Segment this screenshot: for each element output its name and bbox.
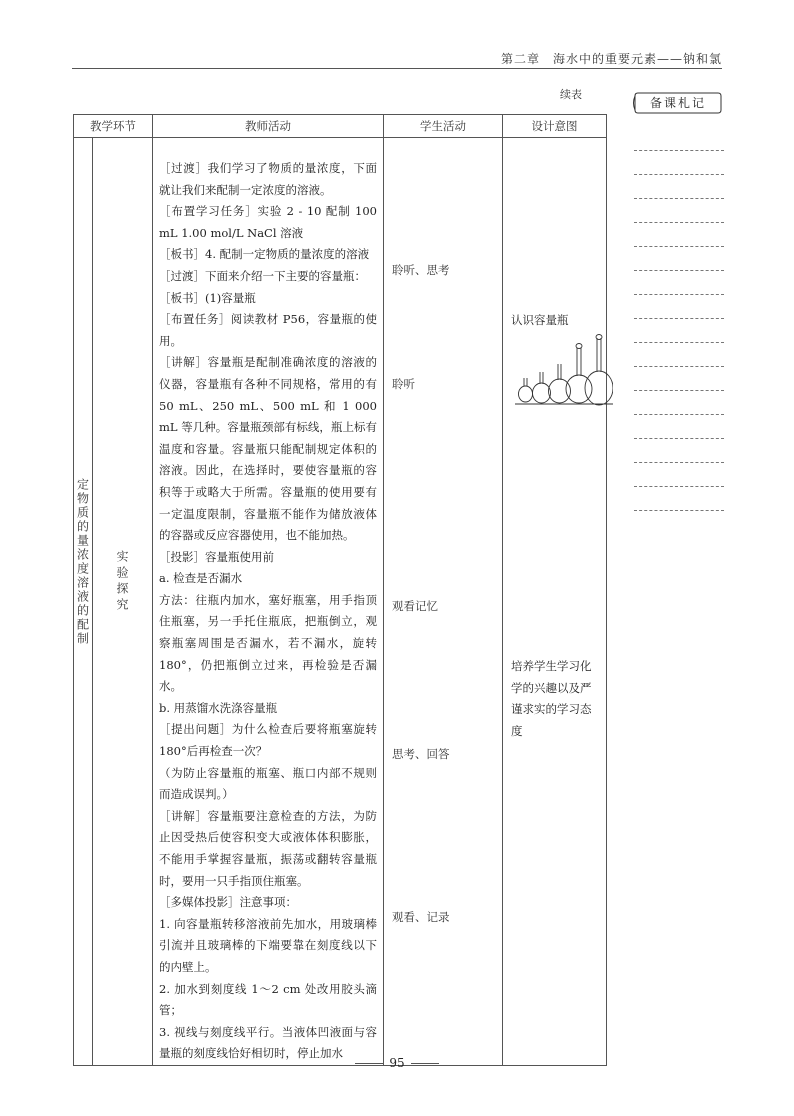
sub-stage-cell [93,138,153,1066]
page-number-text: 95 [389,1056,405,1070]
notes-line [634,486,724,487]
notes-banner [632,90,724,116]
column-header-design: 设计意图 [503,115,607,138]
column-header-stage: 教学环节 [74,115,153,138]
teacher-paragraph: 1. 向容量瓶转移溶液前先加水，用玻璃棒引流并且玻璃棒的下端要靠在刻度线以下的内壁上。 [159,916,377,974]
stage-cell [74,138,93,1066]
notes-line [634,174,724,175]
teacher-paragraph: b. 用蒸馏水洗涤容量瓶 [159,700,278,715]
teacher-paragraph: ［板书］(1)容量瓶 [159,290,256,305]
teacher-paragraph: 2. 加水到刻度线 1～2 cm 处改用胶头滴管； [159,981,377,1018]
notes-line [634,414,724,415]
column-header-teacher: 教师活动 [153,115,384,138]
student-activity: 聆听、思考 [392,263,450,277]
teacher-paragraph: ［多媒体投影］注意事项： [159,895,297,910]
notes-line [634,390,724,391]
sub-stage-label: 实验探究 [115,550,129,614]
notes-line [634,150,724,151]
column-header-student: 学生活动 [384,115,503,138]
header-rule [72,68,722,69]
teacher-paragraph: ［布置任务］阅读教材 P56，容量瓶的使用。 [159,312,377,348]
teacher-paragraph: ［板书］4. 配制一定物质的量浓度的溶液 [159,247,370,262]
student-activity: 聆听 [392,377,415,391]
teacher-paragraph: 方法：往瓶内加水，塞好瓶塞，用手指顶住瓶塞，另一手托住瓶底，把瓶倒立，观察瓶塞周围是否漏水，若不漏水，旋转 180°，仍把瓶倒立过来，再检验是否漏水。 [159,592,377,694]
teacher-activity-cell [153,138,384,1066]
notes-banner-text: 备课札记 [649,96,707,110]
notes-line [634,462,724,463]
student-activity: 思考、回答 [392,747,450,761]
volumetric-flasks-icon [513,334,613,409]
teacher-paragraph: ［讲解］容量瓶要注意检查的方法，为防止因受热后使容积变大或液体体积膨胀，不能用手掌握容量瓶，振荡或翻转容量瓶时，要用一只手指顶住瓶塞。 [159,808,377,888]
notes-line [634,342,724,343]
notes-line [634,318,724,319]
stage-label: 定物质的量浓度溶液的配制 [75,478,90,646]
teacher-paragraph: ［提出问题］为什么检查后要将瓶塞旋转 180°后再检查一次？ [159,722,377,759]
continued-label: 续表 [560,88,582,101]
teacher-paragraph: a. 检查是否漏水 [159,571,243,586]
notes-line [634,438,724,439]
teacher-paragraph: ［过渡］下面来介绍一下主要的容量瓶： [159,268,366,283]
teacher-paragraph: ［讲解］容量瓶是配制准确浓度的溶液的仪器，容量瓶有各种不同规格，常用的有 50 mL、250 mL、500 mL 和 1 000 mL 等几种。容量瓶颈部有标线，瓶上标有温度和容量。容量瓶只能配制规定体积的溶液。因此，在选择时，要使容量瓶的容积等于或略大于所需。容量瓶的使用要有一定温度限制，容量瓶不能作为储放液体的容器或反应容器使用，也不能加热。 [159,355,377,543]
flask-label: 认识容量瓶 [511,313,569,327]
teacher-paragraph: ［投影］容量瓶使用前 [159,549,274,564]
teacher-paragraph: ［过渡］我们学习了物质的量浓度，下面就让我们来配制一定浓度的溶液。 [159,161,377,197]
teacher-paragraph: ［布置学习任务］实验 2 - 10 配制 100 mL 1.00 mol/L NaCl 溶液 [159,204,377,240]
teacher-paragraph: 3. 视线与刻度线平行。当液体凹液面与容量瓶的刻度线恰好相切时，停止加水 [159,1024,377,1061]
notes-line [634,366,724,367]
page-number-rule [355,1063,383,1064]
page-number-rule [411,1063,439,1064]
notes-line [634,270,724,271]
student-activity: 观看、记录 [392,910,450,924]
notes-banner-icon [632,90,724,116]
student-activity-cell [384,138,503,1066]
notes-line [634,246,724,247]
running-header: 第二章 海水中的重要元素——钠和氯 [500,52,722,66]
notes-line [634,294,724,295]
student-activity: 观看记忆 [392,599,438,613]
teacher-paragraph: （为防止容量瓶的瓶塞、瓶口内部不规则而造成误判。） [159,765,377,802]
lesson-table [73,114,607,1066]
design-intent-cell [503,138,607,1066]
design-intent-text: 培养学生学习化学的兴趣以及严谨求实的学习态度 [511,659,592,738]
notes-line [634,222,724,223]
notes-line [634,510,724,511]
page-number [0,1056,794,1070]
notes-line [634,198,724,199]
